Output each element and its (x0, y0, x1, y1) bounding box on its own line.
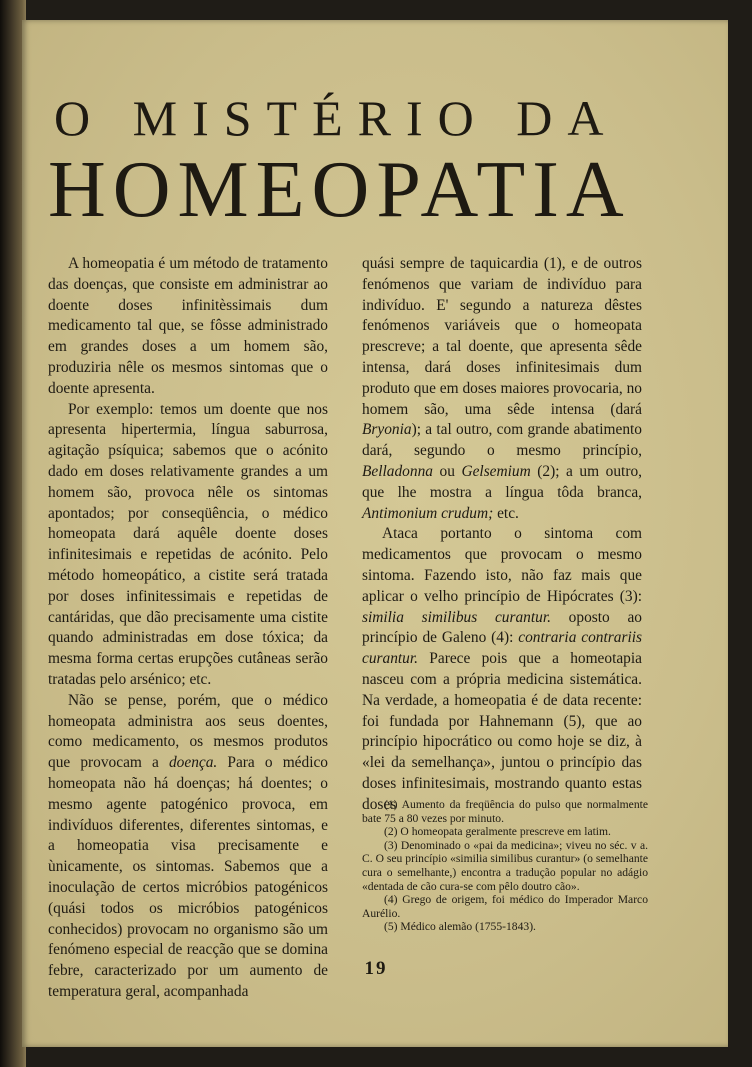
article-title-line-1: O MISTÉRIO DA (54, 90, 619, 146)
paragraph-example: Por exemplo: temos um doente que nos apresenta hipertermia, língua saburrosa, agitação psíquica; sabemos que o acónito dado em doses relativamente grandes a um homem são, provoca nêle os sintomas apontados; por conseqüência, o médico homeopata dará aquêle doente doses infinitesimais e repetidas de acónito. Pelo método homeopático, a cistite será tratada por doses infinitessimais e repetidas de cantáridas, que dão precisamente uma cistite quando administradas em dose tóxica; da mesma forma certas erupções cutâneas serão tratadas pelo arsénico; etc. (48, 400, 328, 688)
footnote: (4) Grego de origem, foi médico do Imperador Marco Aurélio. (362, 893, 648, 920)
paragraph-definition: A homeopatia é um método de tratamento das doenças, que consiste em administrar ao doente doses infinitèssimais dum medicamento tal que, se fôsse administrado em grandes doses a um homem são, produziria nêle os mesmos sintomas que o doente apresenta. (48, 255, 328, 397)
left-column (48, 254, 328, 1003)
paragraph-continuation: quási sempre de taquicardia (1), e de outros fenómenos que variam de indivíduo para indivíduo. E' segundo a natureza dêstes fenómenos variáveis que o homeopata prescreve; a tal doente, que apresenta sêde intensa, dará doses infinitesimais dum produto que em doses maiores provocaria, no homem são, uma sêde intensa (dará Bryonia); a tal outro, com grande abatimento dará, segundo o mesmo princípio, Belladonna ou Gelsemium (2); a um outro, que lhe mostra a língua tôda branca, Antimonium crudum; etc. (362, 255, 642, 522)
paragraph-principle: Ataca portanto o sintoma com medicamentos que provocam o mesmo sintoma. Fazendo isto, não faz mais que aplicar o velho princípio de Hipócrates (3): similia similibus curantur. oposto ao princípio de Galeno (4): contraria contrariis curantur. Parece pois que a homeotapia nasceu com a própria medicina sistemática. Na verdade, a homeopatia é de data recente: foi fundada por Hahnemann (5), que ao princípio hipocrático ou como hoje se diz, à «lei da semelhança», juntou o princípio das doses infinitesimais, mostrando quanto estas doses (362, 525, 642, 813)
paragraph-patients: Não se pense, porém, que o médico homeopata administra aos seus doentes, como medicamento, os mesmos produtos que provocam a doença. Para o médico homeopata não há doenças; há doentes; o mesmo agente patogénico provoca, em indivíduos diferentes, diferentes sintomas, e a homeopatia visa precisamente e ùnicamente, os sintomas. Sabemos que a inoculação de certos micróbios patogénicos (quási todos os micróbios patogénicos conhecidos) provocam no organismo são um fenómeno especial de reacção que se domina febre, caracterizado por um aumento de temperatura geral, acompanhada (48, 691, 329, 1000)
footnote: (2) O homeopata geralmente prescreve em latim. (384, 825, 611, 839)
footnote: (1) Aumento da freqüência do pulso que normalmente bate 75 a 80 vezes por minuto. (362, 798, 648, 825)
footnote: (3) Denominado o «pai da medicina»; viveu no séc. v a. C. O seu princípio «similia similibus curantur» (o semelhante cura o semelhante,) encontra a tradução popular no adágio «dentada de cão cura-se com pêlo doutro cão». (362, 838, 648, 893)
footnotes (362, 798, 648, 934)
right-column (362, 254, 642, 816)
page-number: 19 (364, 958, 388, 979)
article-title-line-2: HOMEOPATIA (48, 146, 631, 234)
footnote: (5) Médico alemão (1755-1843). (384, 920, 536, 934)
